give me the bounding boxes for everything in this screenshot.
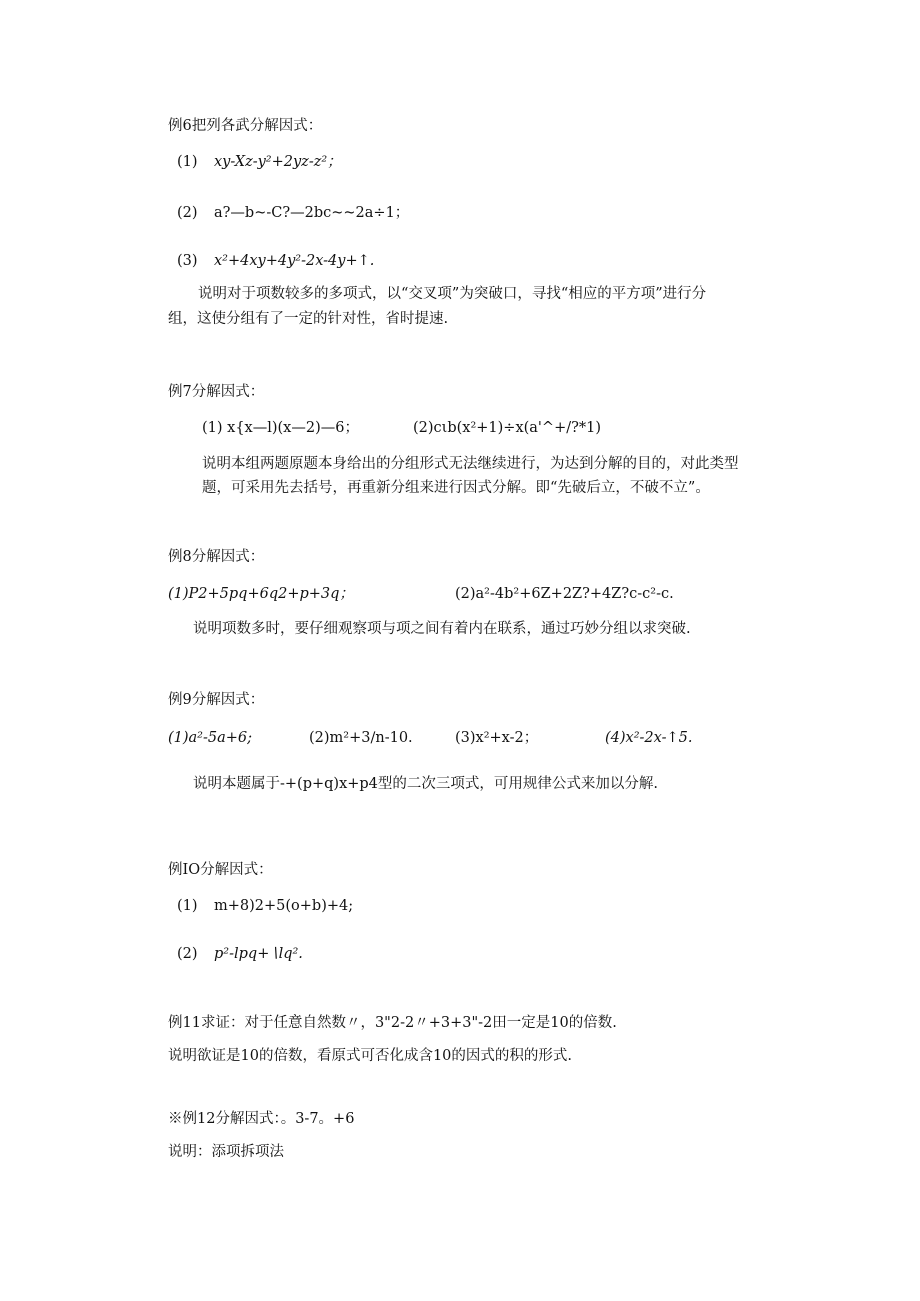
ex6-item-2-num: (2): [177, 205, 198, 221]
ex9-item-1: (1)a²-5a+6;: [168, 730, 253, 746]
ex8-item-2: (2)a²-4b²+6Z+2Z?+4Z?c-c²-c.: [455, 586, 674, 602]
ex6-title: 例6把列各武分解因式：: [168, 118, 323, 134]
ex6-item-3-num: (3): [177, 253, 198, 269]
ex7-item-2: (2)cιb(x²+1)÷x(a'^+/?*1): [413, 420, 602, 436]
ex11-title: 例11求证：对于任意自然数〃，3"2-2〃+3+3"-2田一定是10的倍数.: [168, 1015, 617, 1031]
ex8-title: 例8分解因式：: [168, 549, 265, 565]
ex10-item-2-num: (2): [177, 946, 198, 962]
ex6-note-line-1: 说明对于项数较多的多项式，以“交叉项”为突破口，寻找“相应的平方项”进行分: [198, 286, 707, 302]
ex7-item-1: (1) x{x—l)(x—2)—6；: [202, 420, 359, 436]
ex12-title: ※例12分解因式：。3-7。+6: [168, 1111, 355, 1127]
ex9-item-3: (3)x²+x-2；: [455, 730, 539, 746]
ex11-note: 说明欲证是10的倍数，看原式可否化成含10的因式的积的形式.: [168, 1048, 573, 1064]
ex9-title: 例9分解因式：: [168, 692, 265, 708]
ex7-note-line-2: 题，可采用先去括号，再重新分组来进行因式分解。即“先破后立，不破不立”。: [202, 480, 710, 496]
ex10-item-2-expr: p²-lpq+∖lq².: [214, 946, 303, 962]
ex6-note-line-2: 组，这使分组有了一定的针对性，省时提速.: [168, 311, 449, 327]
ex7-note-line-1: 说明本组两题原题本身给出的分组形式无法继续进行，为达到分解的目的，对此类型: [202, 456, 739, 472]
ex6-item-3-expr: x²+4xy+4y²-2x-4y+↑.: [214, 253, 375, 269]
ex9-item-4: (4)x²-2x-↑5.: [605, 730, 693, 746]
ex6-item-1-num: (1): [177, 154, 198, 170]
ex8-note: 说明项数多时，要仔细观察项与项之间有着内在联系，通过巧妙分组以求突破.: [193, 621, 691, 637]
ex10-item-1-expr: m+8)2+5(o+b)+4;: [214, 898, 354, 914]
ex8-item-1: (1)P2+5pq+6q2+p+3q；: [168, 586, 354, 602]
ex10-item-1-num: (1): [177, 898, 198, 914]
ex9-note: 说明本题属于-+(p+q)x+p4型的二次三项式，可用规律公式来加以分解.: [193, 776, 659, 792]
ex10-title: 例IO分解因式：: [168, 862, 273, 878]
ex9-item-2: (2)m²+3∕n-10.: [309, 730, 413, 746]
ex6-item-1-expr: xy-Xz-y²+2yz-z²；: [214, 154, 342, 170]
ex12-note: 说明：添项拆项法: [168, 1144, 284, 1160]
ex7-title: 例7分解因式：: [168, 384, 265, 400]
ex6-item-2-expr: a?—b~-C?—2bc~~2a÷1；: [214, 205, 410, 221]
